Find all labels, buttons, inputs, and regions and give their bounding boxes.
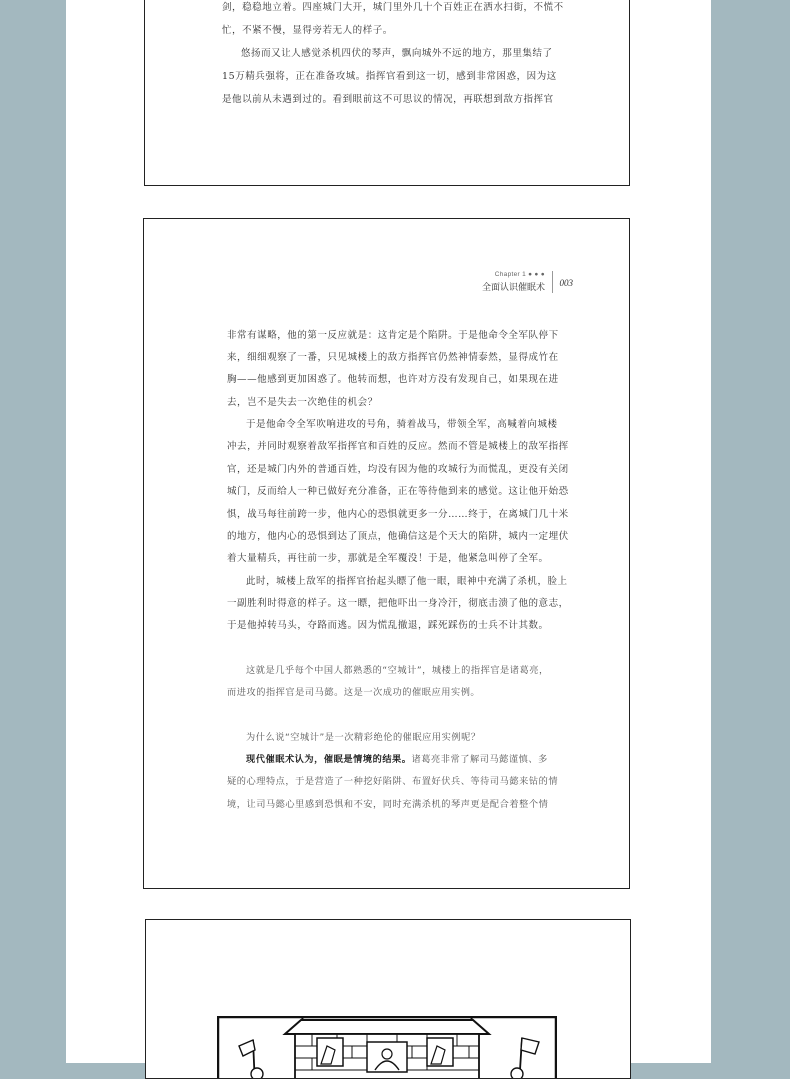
text-line: 一副胜利时得意的样子。这一瞟，把他吓出一身冷汗，彻底击溃了他的意志，	[227, 598, 569, 609]
text-line: 此时，城楼上敌军的指挥官抬起头瞟了他一眼，眼神中充满了杀机，脸上	[246, 576, 568, 587]
text-line: 去，岂不是失去一次绝佳的机会？	[227, 397, 378, 408]
header-divider	[552, 271, 553, 293]
text-line: 惧，战马每往前跨一步，他内心的恐惧就更多一分……终于，在离城门几十米	[227, 509, 569, 520]
text-line: 境，让司马懿心里感到恐惧和不安，同时充满杀机的琴声更是配合着整个情	[227, 799, 549, 810]
text-line: 冲去，并同时观察着敌军指挥官和百姓的反应。然而不管是城楼上的敌军指挥	[227, 441, 569, 452]
book-page-004	[145, 919, 631, 1079]
city-gate-illustration	[217, 1016, 557, 1079]
text-line: 悠扬而又让人感觉杀机四伏的琴声，飘向城外不远的地方，那里集结了	[241, 48, 553, 59]
text-line: 是他以前从未遇到过的。看到眼前这不可思议的情况，再联想到敌方指挥官	[222, 94, 554, 105]
text-line: 的地方，他内心的恐惧到达了顶点，他确信这是个天大的陷阱，城内一定埋伏	[227, 531, 569, 542]
book-page-002	[144, 0, 630, 186]
book-page-003	[143, 218, 630, 889]
text-line: 而进攻的指挥官是司马懿。这是一次成功的催眠应用实例。	[227, 687, 481, 698]
running-header	[482, 271, 545, 293]
text-line: 着大量精兵，再往前一步，那就是全军覆没！于是，他紧急叫停了全军。	[227, 553, 549, 564]
text-line: 官，还是城门内外的普通百姓，均没有因为他的攻城行为而慌乱，更没有关闭	[227, 464, 569, 475]
text-line: 疑的心理特点，于是营造了一种挖好陷阱、布置好伏兵、等待司马懿来钻的情	[227, 776, 559, 787]
text-line: 胸——他感到更加困惑了。他转而想，也许对方没有发现自己，如果现在进	[227, 374, 559, 385]
text-line: 来，细细观察了一番，只见城楼上的敌方指挥官仍然神情泰然，显得成竹在	[227, 352, 559, 363]
text-line: 忙，不紧不慢，显得旁若无人的样子。	[222, 25, 393, 36]
text-line: 剑，稳稳地立着。四座城门大开，城门里外几十个百姓正在洒水扫街，不慌不	[222, 2, 564, 13]
chapter-title: 全面认识催眠术	[481, 283, 545, 293]
text-line: 为什么说“空城计”是一次精彩绝伦的催眠应用实例呢？	[246, 732, 481, 743]
text-line: 非常有谋略，他的第一反应就是：这肯定是个陷阱。于是他命令全军队停下	[227, 330, 559, 341]
text-line: 现代催眠术认为，催眠是情境的结果。诸葛亮非常了解司马懿谨慎、多	[246, 754, 548, 765]
text-line: 城门，反而给人一种已做好充分准备，正在等待他到来的感觉。这让他开始恐	[227, 486, 569, 497]
emphasis-text: 现代催眠术认为，催眠是情境的结果。	[246, 754, 412, 765]
text-line: 于是他掉转马头，夺路而逃。因为慌乱撤退，踩死踩伤的士兵不计其数。	[227, 620, 549, 631]
page-number: 003	[559, 278, 573, 288]
text-line: 15万精兵强将，正在准备攻城。指挥官看到这一切，感到非常困惑，因为这	[222, 71, 557, 82]
text-line: 这就是几乎每个中国人都熟悉的“空城计”，城楼上的指挥官是诸葛亮，	[246, 665, 549, 676]
text-line: 于是他命令全军吹响进攻的号角，骑着战马，带领全军，高喊着向城楼	[246, 419, 558, 430]
chapter-label: Chapter 1 ● ● ●	[494, 271, 545, 278]
